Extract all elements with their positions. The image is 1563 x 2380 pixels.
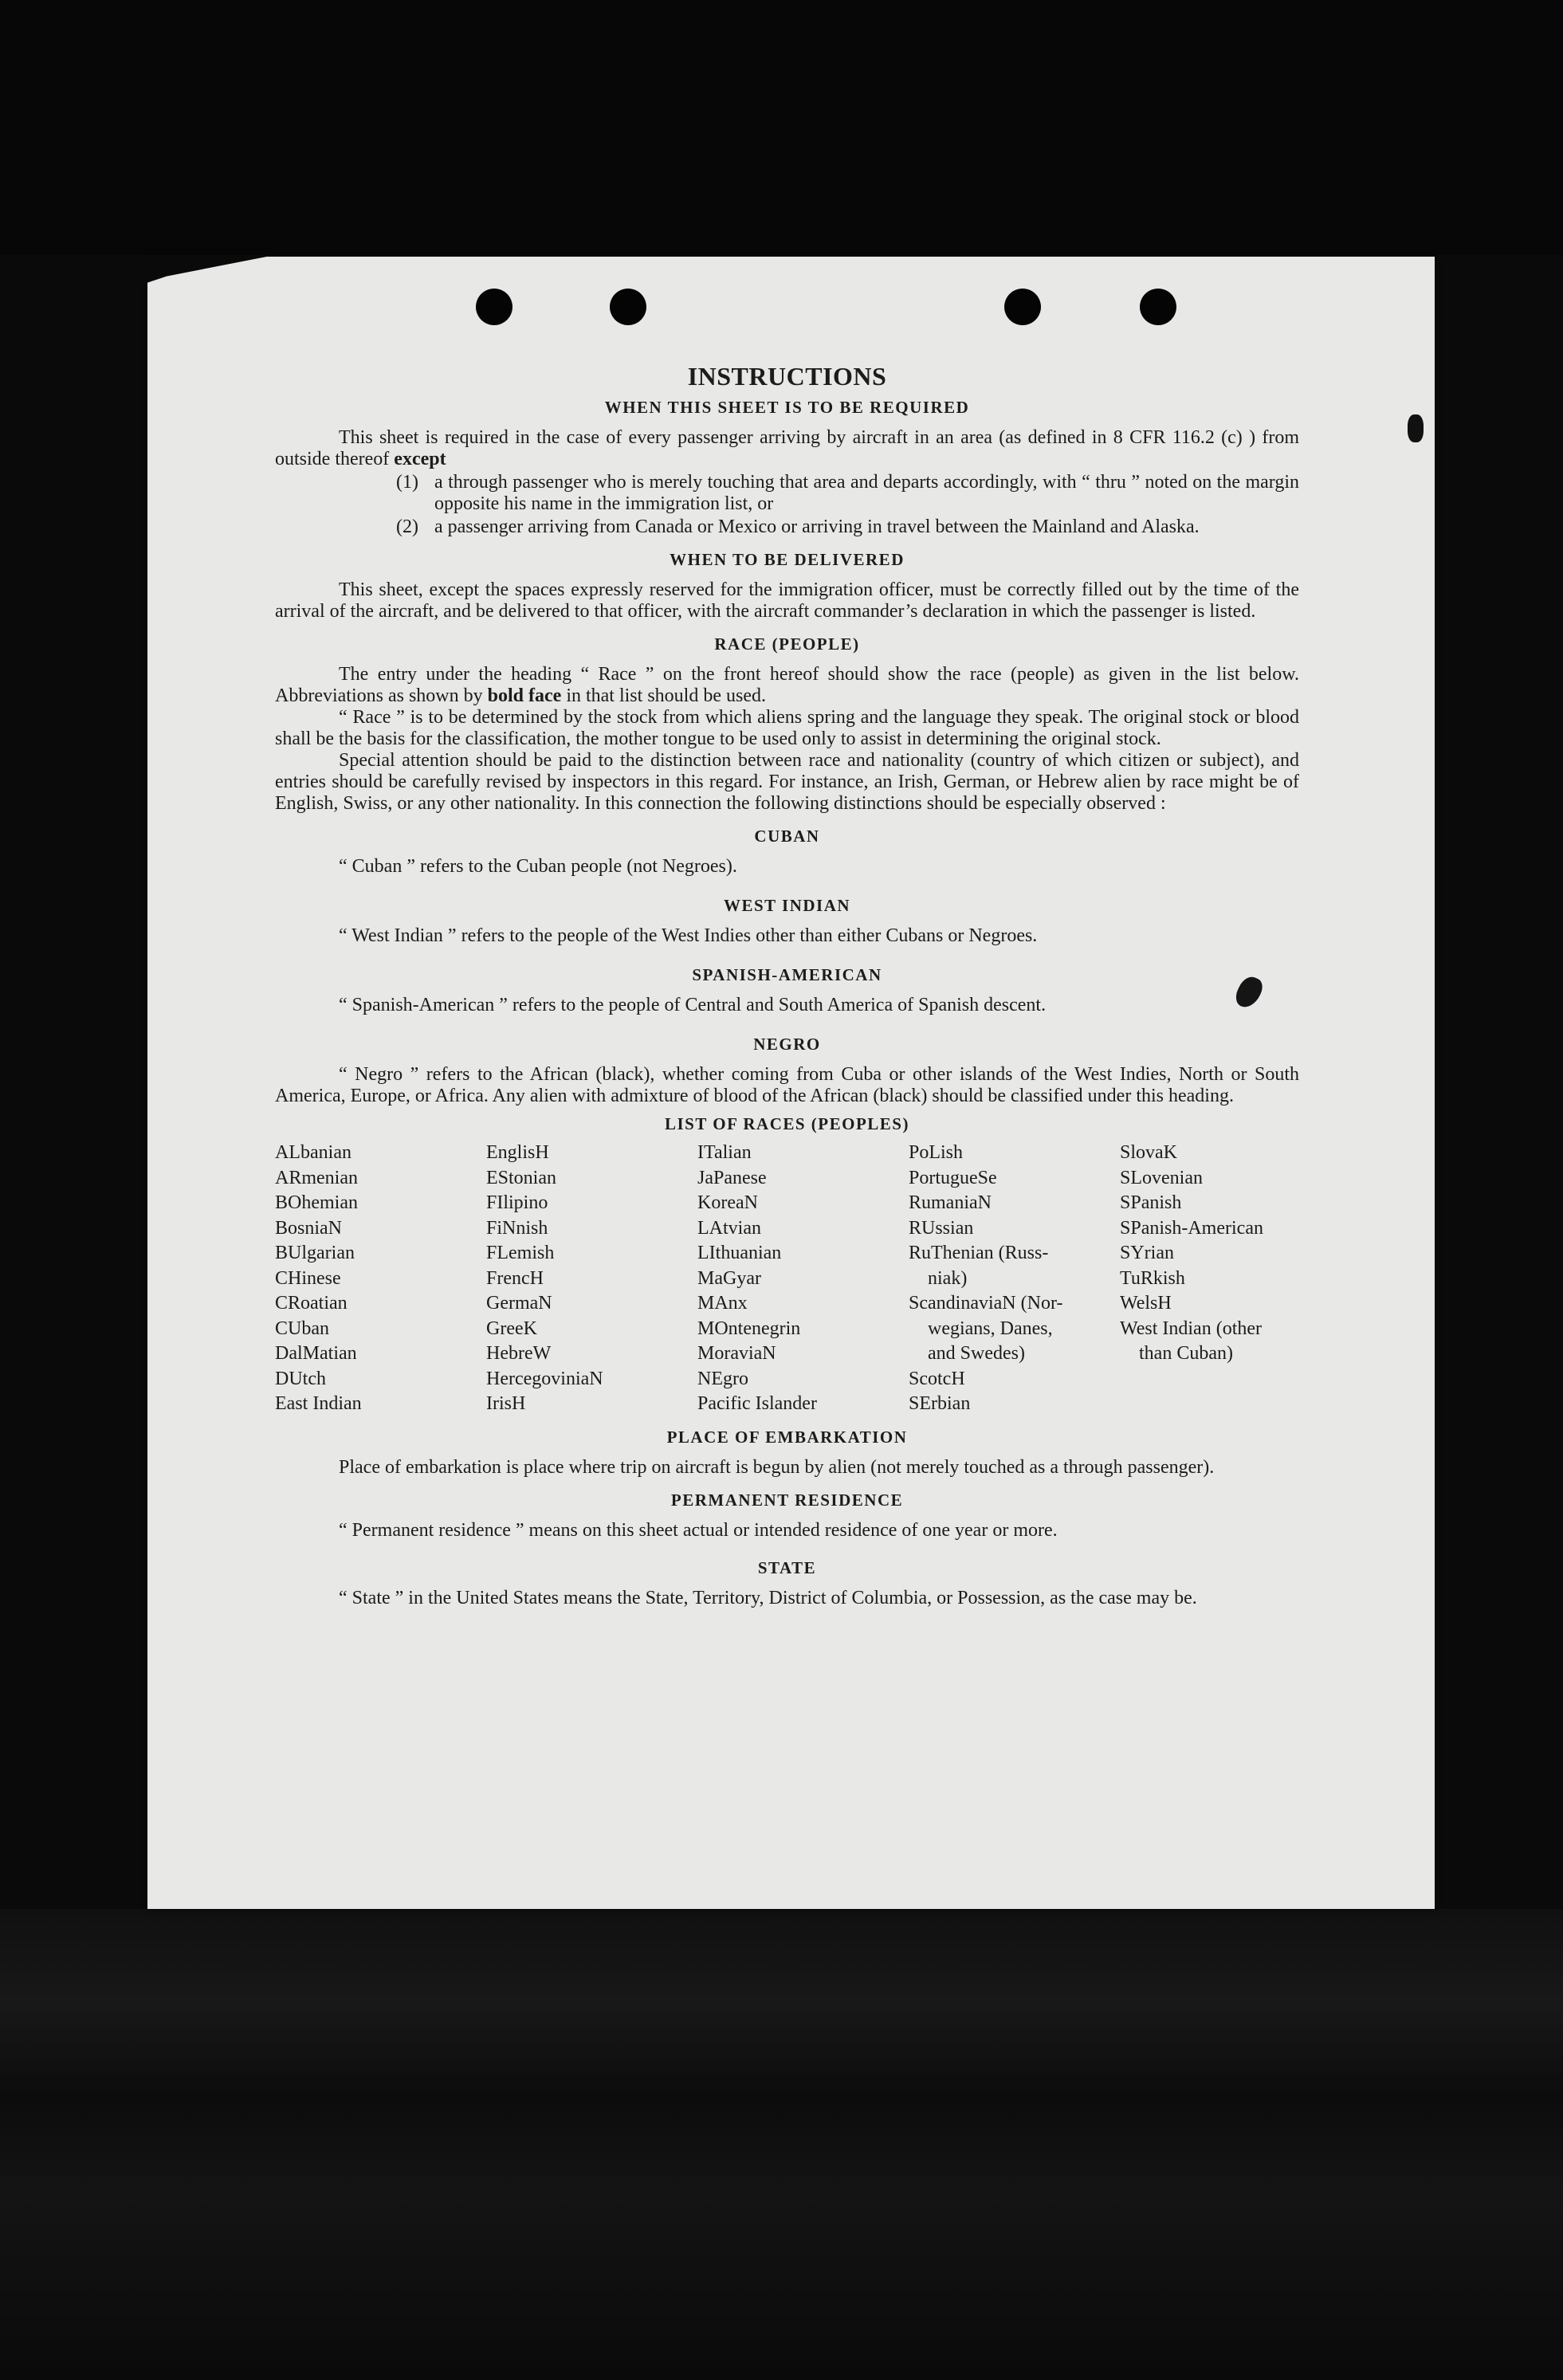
race-entry: PortugueSe (909, 1167, 997, 1188)
race-entry: Pacific Islander (697, 1393, 817, 1414)
heading-state: STATE (757, 1557, 817, 1577)
race-entry: DalMatian (275, 1343, 357, 1364)
embarkation-text: Place of embarkation is place where trip on aircraft is begun by alien (not merely touched as a through passenger). (339, 1456, 1215, 1478)
race-entry: LIthuanian (697, 1243, 782, 1263)
race-entry: BosniaN (275, 1217, 342, 1239)
race-entry: West Indian (other (1120, 1318, 1263, 1339)
punch-hole-3 (1004, 289, 1041, 325)
heading-list-of-races: LIST OF RACES (PEOPLES) (665, 1114, 909, 1133)
race-entry: GermaN (486, 1293, 552, 1314)
race-entry: RuThenian (Russ- (909, 1243, 1049, 1263)
races-column-2 (486, 1141, 666, 1417)
heading-spanish-american: SPANISH-AMERICAN (692, 965, 882, 984)
race-entry: ARmenian (275, 1167, 358, 1188)
race-entry: SYrian (1120, 1243, 1174, 1263)
race-entry: niak) (928, 1267, 968, 1289)
race-paragraph-1: The entry under the heading “ Race ” on the front hereof should show the race (people) as given in the list below. Abbreviations as shown by bold face in that list should be used. (275, 664, 1299, 706)
page-title: INSTRUCTIONS (687, 362, 887, 391)
race-entry: BOhemian (275, 1192, 358, 1213)
race-entry: RUssian (909, 1217, 974, 1239)
race-paragraph-3: Special attention should be paid to the distinction between race and nationality (country of which citizen or subject), and entries should be carefully revised by inspectors in this regard. For instance, an Irish, German, or Hebrew alien by race might be of English, Swiss, or any other nationality. In this connection the following distinctions should be especially observed : (275, 750, 1299, 814)
races-column-1 (275, 1141, 454, 1417)
heading-cuban: CUBAN (754, 827, 820, 846)
race-entry: ScandinaviaN (Nor- (909, 1293, 1063, 1314)
west-indian-text: “ West Indian ” refers to the people of the West Indies other than either Cubans or Negroes. (339, 925, 1038, 946)
race-entry: MAnx (697, 1293, 748, 1314)
races-column-3 (697, 1141, 877, 1417)
heading-race: RACE (PEOPLE) (714, 634, 860, 654)
race-entry: ALbanian (275, 1142, 351, 1163)
race-entry: SlovaK (1120, 1142, 1177, 1163)
race-entry: MOntenegrin (697, 1318, 801, 1339)
races-column-5 (1120, 1141, 1299, 1417)
negro-text: “ Negro ” refers to the African (black), whether coming from Cuba or other islands of the West Indies, North or South America, Europe, or Africa. Any alien with admixture of blood of the African (black) should be classified under this heading. (275, 1064, 1299, 1106)
punch-hole-4 (1140, 289, 1176, 325)
race-entry: IrisH (486, 1393, 526, 1414)
race-entry: GreeK (486, 1318, 537, 1339)
cuban-text: “ Cuban ” refers to the Cuban people (not Negroes). (339, 856, 737, 877)
exception-item-1: (1) a through passenger who is merely touching that area and departs accordingly, with “ thru ” noted on the margin opposite his name in the immigration list, or (396, 472, 1299, 514)
spanish-american-text: “ Spanish-American ” refers to the people of Central and South America of Spanish descent. (339, 995, 1047, 1015)
race-entry: wegians, Danes, (928, 1318, 1053, 1339)
state-text: “ State ” in the United States means the State, Territory, District of Columbia, or Possession, as the case may be. (339, 1587, 1197, 1608)
race-entry: JaPanese (697, 1167, 767, 1188)
race-entry: CRoatian (275, 1293, 348, 1314)
race-entry: KoreaN (697, 1192, 758, 1213)
punch-hole-1 (476, 289, 512, 325)
race-entry: TuRkish (1120, 1267, 1185, 1289)
race-entry: SErbian (909, 1393, 971, 1414)
race-entry: RumaniaN (909, 1192, 992, 1213)
races-table (275, 1141, 1299, 1417)
edge-mark (1408, 414, 1424, 442)
race-entry: CUban (275, 1318, 329, 1339)
when-delivered-text: This sheet, except the spaces expressly reserved for the immigration officer, must be correctly filled out by the time of the arrival of the aircraft, and be delivered to that officer, with the aircraft commander’s declaration in which the passenger is listed. (275, 579, 1299, 622)
race-entry: and Swedes) (928, 1343, 1025, 1364)
race-entry: FLemish (486, 1243, 555, 1263)
heading-permanent-residence: PERMANENT RESIDENCE (670, 1490, 904, 1510)
race-entry: WelsH (1120, 1293, 1172, 1314)
race-entry: East Indian (275, 1393, 362, 1414)
race-entry: ITalian (697, 1142, 752, 1163)
race-entry: SPanish (1120, 1192, 1182, 1213)
race-entry: EStonian (486, 1167, 556, 1188)
instructions-content (275, 360, 1299, 1609)
race-entry: HebreW (486, 1343, 552, 1364)
race-entry: ScotcH (909, 1368, 965, 1389)
race-entry: FiNnish (486, 1217, 548, 1239)
punch-hole-2 (610, 289, 646, 325)
heading-when-delivered: WHEN TO BE DELIVERED (670, 550, 905, 569)
race-entry: SPanish-American (1120, 1217, 1263, 1239)
races-column-4 (909, 1141, 1088, 1417)
race-entry: BUlgarian (275, 1243, 355, 1263)
race-entry: MaGyar (697, 1267, 761, 1289)
race-entry: than Cuban) (1139, 1343, 1233, 1364)
race-entry: CHinese (275, 1267, 341, 1289)
race-entry: PoLish (909, 1142, 964, 1163)
heading-when-required: WHEN THIS SHEET IS TO BE REQUIRED (604, 398, 970, 417)
heading-west-indian: WEST INDIAN (723, 896, 851, 915)
race-paragraph-2: “ Race ” is to be determined by the stock from which aliens spring and the language they speak. The original stock or blood shall be the basis for the classification, the mother tongue to be used only to assist in determining the original stock. (275, 707, 1299, 749)
exception-item-2: (2) a passenger arriving from Canada or Mexico or arriving in travel between the Mainland and Alaska. (396, 516, 1200, 537)
race-entry: HercegoviniaN (486, 1368, 603, 1389)
when-required-intro: This sheet is required in the case of every passenger arriving by aircraft in an area (as defined in 8 CFR 116.2 (c) ) from outside thereof except (275, 427, 1299, 469)
heading-negro: NEGRO (753, 1035, 821, 1054)
race-entry: EnglisH (486, 1142, 549, 1163)
race-entry: MoraviaN (697, 1343, 776, 1364)
scan-background-bottom (0, 1909, 1563, 2380)
heading-place-of-embarkation: PLACE OF EMBARKATION (666, 1427, 908, 1447)
race-entry: FIlipino (486, 1192, 548, 1213)
scan-background-top (0, 0, 1563, 255)
race-entry: LAtvian (697, 1217, 761, 1239)
race-entry: SLovenian (1120, 1167, 1203, 1188)
race-entry: FrencH (486, 1267, 544, 1289)
race-entry: DUtch (275, 1368, 326, 1389)
race-entry: NEgro (697, 1368, 748, 1389)
residence-text: “ Permanent residence ” means on this sheet actual or intended residence of one year or more. (339, 1519, 1058, 1541)
